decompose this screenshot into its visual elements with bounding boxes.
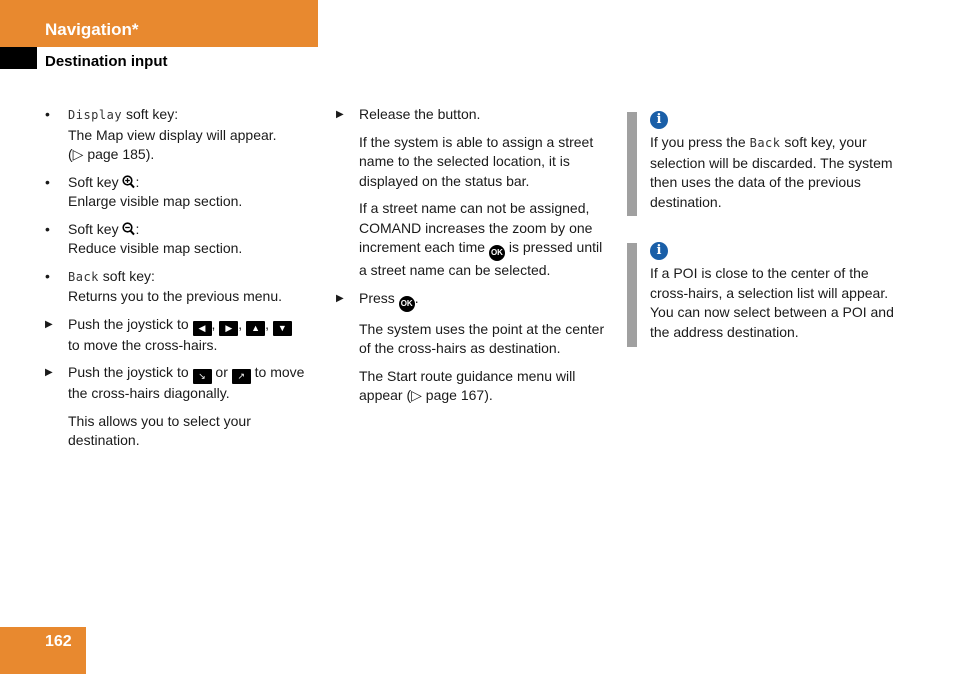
paragraph — [336, 199, 611, 281]
item-text: The Map view display will appear. — [68, 126, 277, 143]
item-text: to move the cross-hairs diagonally. — [68, 364, 305, 401]
item-text: Push the joystick to — [68, 315, 193, 332]
item-text: Reduce visible map section. — [68, 240, 243, 256]
paragraph: The system uses the point at the center of the cross-hairs as destination. — [359, 320, 605, 356]
arrow-bullet-icon: ▶ — [336, 292, 344, 304]
paragraph-text: is pressed until a street name can be selected. — [359, 239, 603, 278]
joystick-up-icon: ▲ — [246, 321, 265, 336]
list-item — [45, 267, 320, 307]
softkey-label: Back — [68, 269, 99, 284]
page-number: 162 — [45, 633, 72, 650]
subsection-title: Destination input — [45, 53, 168, 70]
joystick-down-icon: ▼ — [273, 321, 292, 336]
page-reference: (▷ page 185). — [68, 146, 155, 162]
item-text: soft key: — [98, 267, 155, 284]
joystick-diagonal-up-right-icon: ↗ — [232, 369, 251, 384]
joystick-left-icon: ◀ — [193, 321, 212, 336]
paragraph-text: If a street name can not be assigned, COMAND increases the zoom by one increment each time — [359, 200, 593, 255]
note-text-part: If you press the — [650, 134, 750, 150]
list-item — [336, 289, 611, 312]
bullet-icon: • — [45, 173, 50, 190]
item-text: : — [135, 220, 140, 237]
list-item — [45, 363, 320, 404]
arrow-bullet-icon: ▶ — [336, 109, 344, 120]
item-text: soft key: — [122, 106, 179, 122]
item-text: Press — [359, 289, 399, 306]
item-text: Soft key — [68, 220, 123, 237]
item-text: to move the cross-hairs. — [68, 336, 218, 353]
info-note — [627, 105, 907, 212]
softkey-label: Back — [749, 136, 781, 150]
joystick-right-icon: ▶ — [219, 321, 238, 336]
note-text: If a POI is close to the center of the cross-hairs, a selection list will appear. You can now select between a POI and the address destination. — [650, 265, 894, 340]
bullet-icon: • — [45, 220, 50, 237]
notes-column — [627, 105, 907, 366]
column-1 — [45, 105, 320, 459]
item-text: Release the button. — [359, 106, 481, 122]
list-item: ▶ Push the joystick to ◀ , ▶ , ▲ , ▼ to move the cross-hairs. — [45, 315, 320, 356]
item-text: . — [414, 289, 419, 306]
note-bar — [627, 112, 637, 216]
list-item — [45, 220, 320, 259]
note-bar — [627, 243, 637, 347]
item-text: Enlarge visible map section. — [68, 193, 243, 209]
zoom-out-icon — [122, 222, 135, 236]
info-icon: i — [650, 111, 668, 129]
ok-button-icon: OK — [399, 296, 415, 312]
zoom-in-icon — [122, 175, 135, 189]
list-item — [336, 105, 611, 125]
paragraph: The Start route guidance menu will appear (▷ page 167). — [359, 367, 576, 403]
ok-button-icon: OK — [489, 245, 505, 261]
info-icon: i — [650, 242, 668, 260]
item-text: : — [135, 173, 140, 190]
info-note — [627, 236, 907, 342]
item-text: Soft key — [68, 173, 123, 190]
item-text: Returns you to the previous menu. — [68, 288, 283, 304]
note-text-part: soft key, your selection will be discarded. The system then uses the data of the previous destination. — [650, 134, 893, 210]
arrow-bullet-icon: ▶ — [45, 367, 53, 378]
item-text: or — [211, 364, 232, 380]
item-text: Push the joystick to — [68, 364, 193, 380]
bullet-icon: • — [45, 106, 50, 122]
joystick-diagonal-down-right-icon: ↘ — [193, 369, 212, 384]
bullet-icon: • — [45, 267, 50, 284]
list-item — [45, 173, 320, 212]
softkey-label: Display — [68, 108, 123, 122]
section-title: Navigation* — [45, 20, 139, 39]
list-item — [45, 105, 320, 165]
paragraph: If the system is able to assign a street name to the selected location, it is displayed on the status bar. — [359, 133, 594, 189]
arrow-bullet-icon: ▶ — [45, 318, 53, 330]
page-number-box — [0, 627, 86, 674]
subsection-tab — [0, 47, 37, 69]
note-text — [650, 133, 907, 212]
paragraph: This allows you to select your destination. — [68, 412, 251, 448]
column-2 — [336, 105, 611, 414]
